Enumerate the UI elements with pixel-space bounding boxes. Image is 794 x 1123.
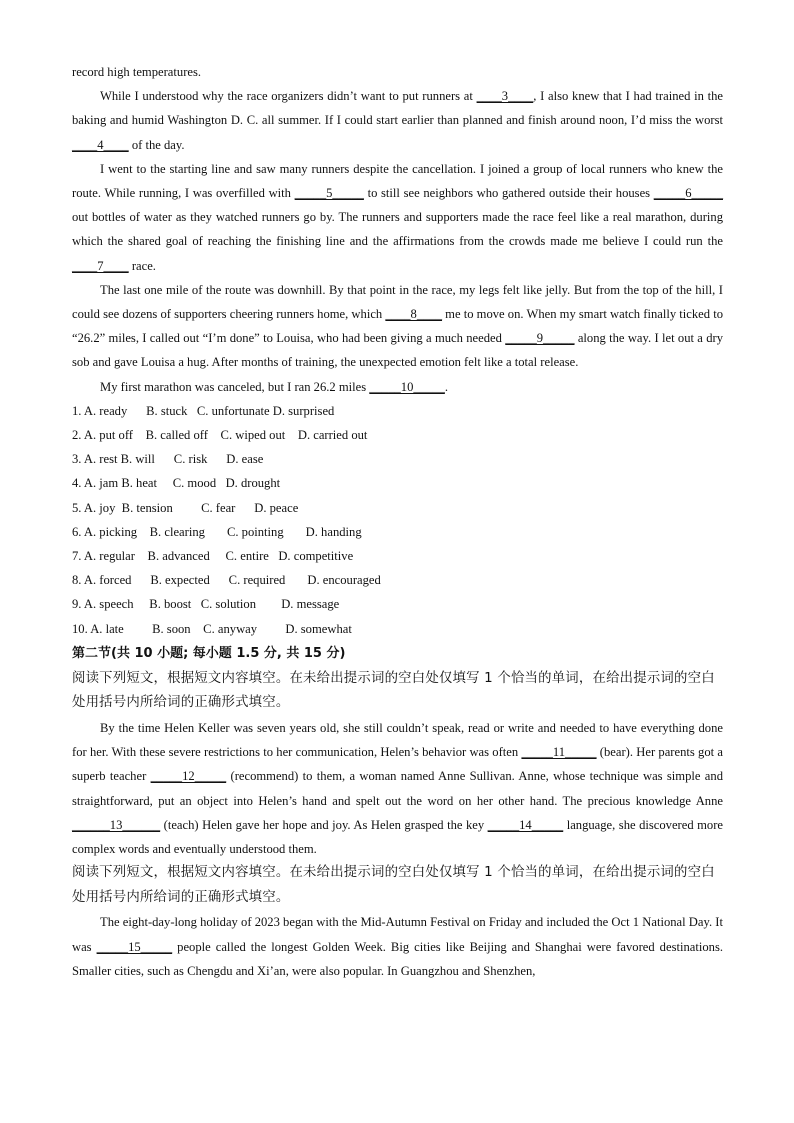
blank-4: ____4____ [72,137,129,152]
paragraph-text: out bottles of water as they watched runners go by. The runners and supporters made the race feel like a real marathon, during which the shared goal of reaching the finishing line and the affirmations from the crowds made me believe I could run the [72,210,723,249]
paragraph-text: along the way. I let out a dry sob and gave Louisa a hug. After months of training, the unexpected emotion felt like a total release. [72,331,724,370]
option-line-9: 9. A. speech B. boost C. solution D. message [72,597,340,612]
blank-14: _____14_____ [487,817,564,832]
paragraph-text: , I also knew that I had trained in the baking and humid Washington D. C. all summer. If I could start earlier than planned and finish around noon, I’d miss the worst [72,89,724,128]
options-list [72,399,723,641]
blank-13: ______13______ [72,817,161,832]
option-line-2: 2. A. put off B. called off C. wiped out D. carried out [72,428,368,443]
paragraph-text: language, she discovered more complex words and eventually understood them. [72,817,723,857]
paragraph-text: me to move on. When my smart watch finally ticked to “26.2” miles, I called out “I’m done” to Louisa, who had been giving a much needed [72,307,723,346]
document-page [72,60,723,983]
blank-9: _____9_____ [505,331,575,346]
paragraph-text: The eight-day-long holiday of 2023 began with the Mid-Autumn Festival on Friday and included the Oct 1 National Day. It was [72,915,723,954]
blank-12: _____12_____ [150,769,227,784]
blank-8: ____8____ [385,307,443,322]
paragraph-text: While I understood why the race organizers didn’t want to put runners at [100,89,477,104]
section-heading: 第二节(共 10 小题; 每小题 1.5 分, 共 15 分) [72,645,346,661]
option-line-7: 7. A. regular B. advanced C. entire D. competitive [72,549,354,564]
paragraph-text: record high temperatures. [72,65,202,79]
option-line-10: 10. A. late B. soon C. anyway D. somewhat [72,621,352,636]
passage-paragraph [72,375,723,399]
paragraph-text: (recommend) to them, a woman named Anne Sullivan. Anne, whose technique was simple and straightforward, put an object into Helen’s hand and spelt out the word on her other hand. The precious knowledge Anne [72,769,723,808]
paragraph-text: The last one mile of the route was downhill. By that point in the race, my legs felt like jelly. But from the top of the hill, I could see dozens of supporters cheering runners home, which [72,282,723,322]
blank-11: _____11_____ [521,745,597,760]
paragraph-text: My first marathon was canceled, but I ran 26.2 miles [100,379,370,394]
paragraph-text: I went to the starting line and saw many runners despite the cancellation. I joined a group of local runners who knew the route. While running, I was overfilled with [72,161,723,201]
passage-paragraph [72,60,723,84]
option-line-6: 6. A. picking B. clearing C. pointing D. handing [72,524,362,539]
paragraph-text: (bear). Her parents got a superb teacher [72,745,723,784]
option-line-8: 8. A. forced B. expected C. required D. encouraged [72,573,381,588]
paragraph-text: (teach) Helen gave her hope and joy. As Helen grasped the key [160,817,488,832]
paragraph-text: to still see neighbors who gathered outside their houses [363,186,654,201]
paragraph-text: race. [128,258,156,273]
instruction-text: 阅读下列短文，根据短文内容填空。在未给出提示词的空白处仅填写 1 个恰当的单词，在给出提示词的空白处用括号内所给词的正确形式填空。 [72,865,715,905]
paragraph-text: people called the longest Golden Week. Big cities like Beijing and Shanghai were favored destinations. Smaller cities, such as Chengdu and Xi’an, were also popular. In Guangzhou and Shenzhen, [72,939,723,978]
blank-6: _____6_____ [653,186,723,201]
paragraph-text: . [444,379,449,394]
passage-paragraph [72,716,723,861]
option-line-5: 5. A. joy B. tension C. fear D. peace [72,500,299,515]
passage-paragraph [72,157,723,278]
blank-5: _____5_____ [294,186,364,201]
paragraph-text: By the time Helen Keller was seven years old, she still couldn’t speak, read or write and needed to have everything done for her. With these severe restrictions to her communication, Helen’s behavior was often [72,721,723,760]
option-line-3: 3. A. rest B. will C. risk D. ease [72,452,264,467]
blank-3: ____3____ [476,89,534,104]
paragraph-text: of the day. [128,137,185,152]
passage-paragraph [72,910,723,983]
passage-paragraph [72,278,723,375]
blank-10: _____10_____ [369,379,445,394]
blank-7: ____7____ [72,258,129,273]
instruction-text: 阅读下列短文，根据短文内容填空。在未给出提示词的空白处仅填写 1 个恰当的单词，在给出提示词的空白处用括号内所给词的正确形式填空。 [72,670,715,711]
passage-paragraph [72,84,723,157]
option-line-1: 1. A. ready B. stuck C. unfortunate D. surprised [72,403,335,418]
blank-15: _____15_____ [96,939,173,954]
option-line-4: 4. A. jam B. heat C. mood D. drought [72,476,281,491]
